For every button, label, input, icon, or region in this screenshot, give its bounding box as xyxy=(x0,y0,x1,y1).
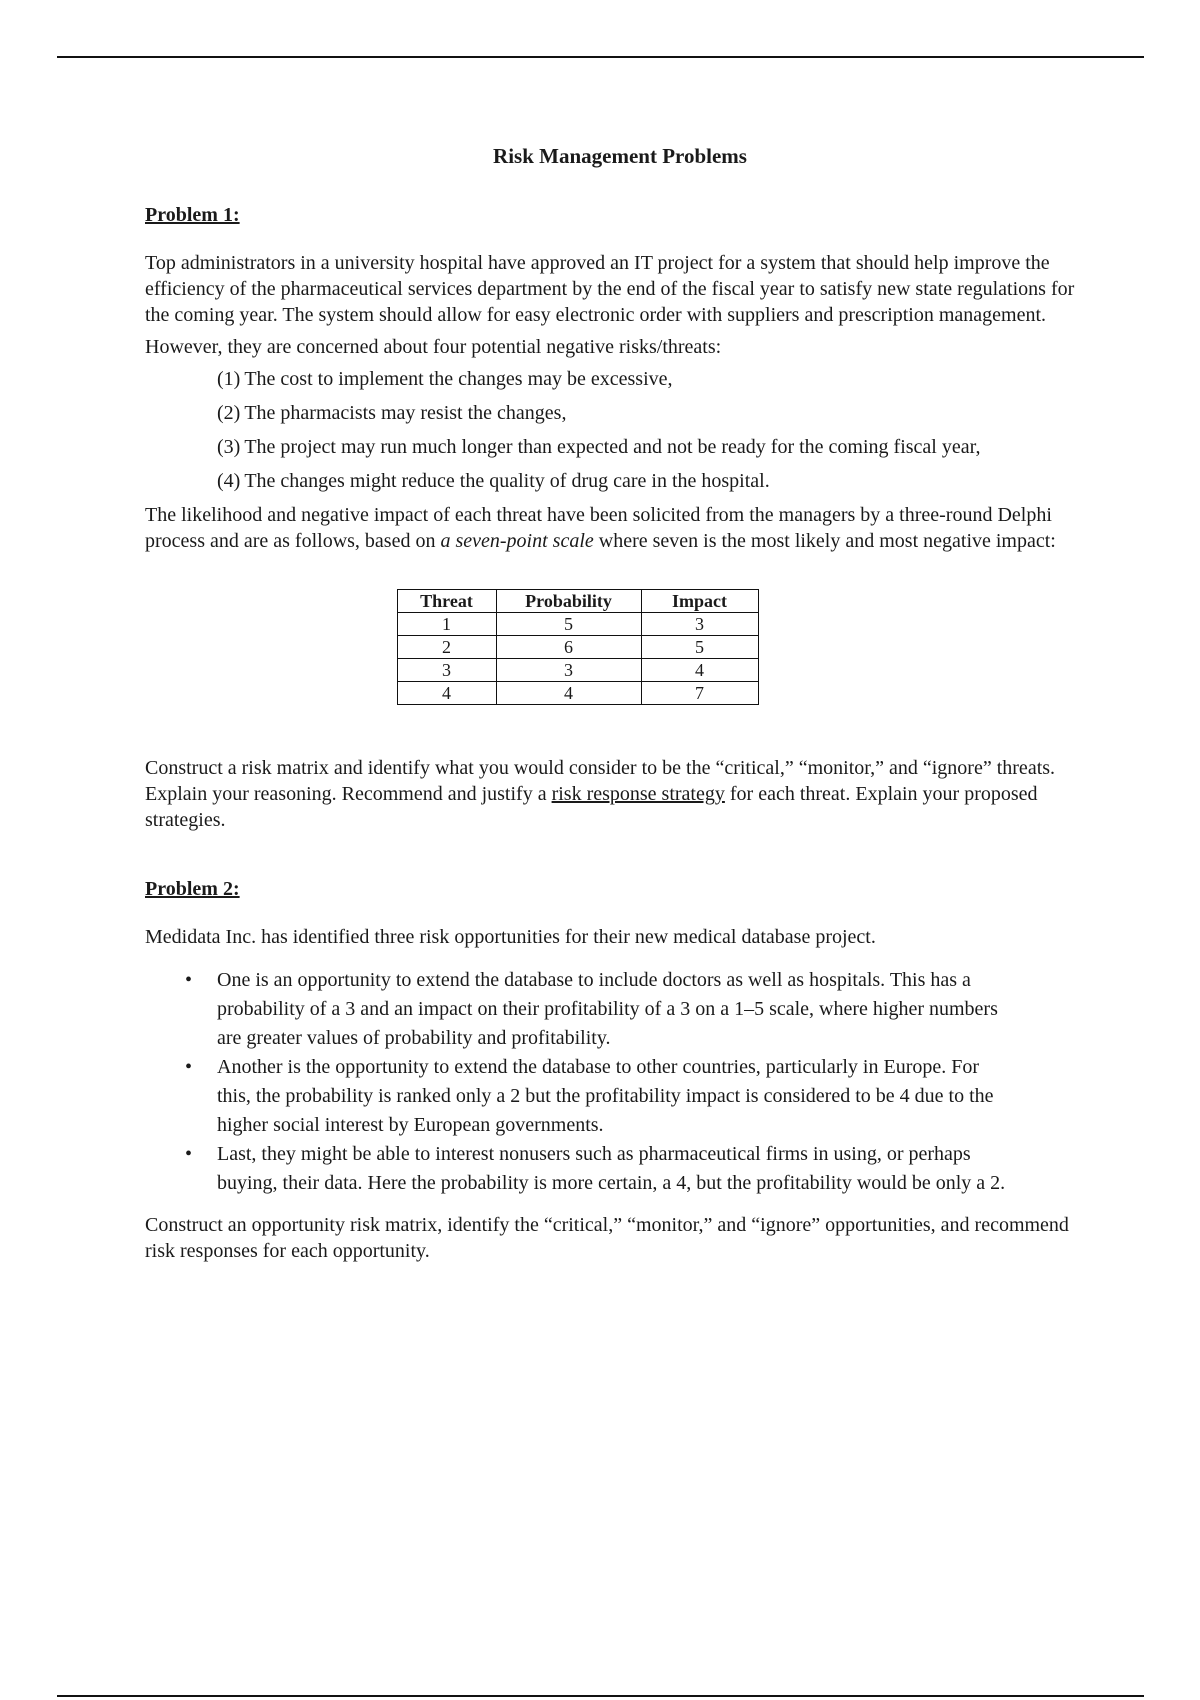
threat-item xyxy=(217,434,1095,460)
problem-1-concern: However, they are concerned about four potential negative risks/threats: xyxy=(145,336,722,358)
opportunity-list xyxy=(145,966,1095,1198)
cell-probability: 4 xyxy=(496,682,641,705)
problem-1-heading: Problem 1: xyxy=(145,204,240,226)
cell-threat: 4 xyxy=(397,682,496,705)
table-row xyxy=(397,613,758,636)
threat-text: The cost to implement the changes may be excessive, xyxy=(244,368,673,390)
cell-threat: 3 xyxy=(397,659,496,682)
bullet-icon: • xyxy=(185,1143,193,1165)
column-header-threat: Threat xyxy=(397,590,496,613)
column-header-probability: Probability xyxy=(496,590,641,613)
threat-text: The project may run much longer than expected and not be ready for the coming fiscal year, xyxy=(244,436,981,458)
problem-1-task xyxy=(145,755,1095,833)
threat-number: (3) xyxy=(217,436,241,458)
threat-number: (4) xyxy=(217,470,241,492)
cell-threat: 2 xyxy=(397,636,496,659)
seven-point-scale-emphasis: a seven-point scale xyxy=(440,530,594,552)
threat-table xyxy=(397,589,759,705)
cell-impact: 7 xyxy=(641,682,758,705)
problem-2-task: Construct an opportunity risk matrix, identify the “critical,” “monitor,” and “ignore” opportunities, and recommend risk responses for each opportunity. xyxy=(145,1214,1069,1262)
cell-probability: 6 xyxy=(496,636,641,659)
cell-impact: 4 xyxy=(641,659,758,682)
task-text-a: Construct a risk matrix and identify what you would consider to be the “critical,” “monitor,” and “ignore” threats. Explain your reasoning. Recommend and justify a xyxy=(145,757,1056,805)
cell-impact: 3 xyxy=(641,613,758,636)
threat-table-wrapper xyxy=(145,589,1095,705)
bullet-icon: • xyxy=(185,969,193,991)
bullet-icon: • xyxy=(185,1056,193,1078)
table-row xyxy=(397,636,758,659)
problem-1-intro: Top administrators in a university hospital have approved an IT project for a system that should help improve the efficiency of the pharmaceutical services department by the end of the fiscal year to satisfy new state regulations for the coming year. The system should allow for easy electronic order with suppliers and prescription management. xyxy=(145,252,1075,326)
cell-threat: 1 xyxy=(397,613,496,636)
problem-2-heading: Problem 2: xyxy=(145,878,240,900)
cell-probability: 3 xyxy=(496,659,641,682)
top-rule xyxy=(57,56,1144,58)
list-item xyxy=(145,966,1007,1053)
opportunity-text: One is an opportunity to extend the database to include doctors as well as hospitals. This has a probability of a 3 and an impact on their profitability of a 3 on a 1–5 scale, where higher numbers are greater values of probability and profitability. xyxy=(217,969,998,1049)
document-body xyxy=(145,143,1095,1270)
task-text-b: for each threat. Explain your proposed strategies. xyxy=(145,783,1038,831)
threat-number: (1) xyxy=(217,368,241,390)
bottom-rule xyxy=(57,1695,1144,1697)
list-item xyxy=(145,1053,1007,1140)
table-row xyxy=(397,682,758,705)
document-title: Risk Management Problems xyxy=(493,144,747,168)
problem-2-intro: Medidata Inc. has identified three risk opportunities for their new medical database project. xyxy=(145,926,876,948)
likelihood-text-a: The likelihood and negative impact of each threat have been solicited from the managers by a three-round Delphi process and are as follows, based on xyxy=(145,504,1052,552)
likelihood-paragraph xyxy=(145,502,1095,554)
risk-response-strategy-underline: risk response strategy xyxy=(551,783,725,805)
likelihood-text-b: where seven is the most likely and most negative impact: xyxy=(593,530,1056,552)
cell-probability: 5 xyxy=(496,613,641,636)
threat-text: The changes might reduce the quality of drug care in the hospital. xyxy=(244,470,770,492)
opportunity-text: Last, they might be able to interest nonusers such as pharmaceutical firms in using, or perhaps buying, their data. Here the probability is more certain, a 4, but the profitability would be only a 2. xyxy=(217,1143,1006,1194)
threat-item xyxy=(217,366,1095,392)
threat-list xyxy=(217,366,1095,494)
threat-item xyxy=(217,468,1095,494)
threat-number: (2) xyxy=(217,402,241,424)
threat-item xyxy=(217,400,1095,426)
opportunity-text: Another is the opportunity to extend the database to other countries, particularly in Europe. For this, the probability is ranked only a 2 but the profitability impact is considered to be 4 due to the higher social interest by European governments. xyxy=(217,1056,994,1136)
table-header-row xyxy=(397,590,758,613)
list-item xyxy=(145,1140,1007,1198)
threat-text: The pharmacists may resist the changes, xyxy=(244,402,567,424)
cell-impact: 5 xyxy=(641,636,758,659)
column-header-impact: Impact xyxy=(641,590,758,613)
table-row xyxy=(397,659,758,682)
